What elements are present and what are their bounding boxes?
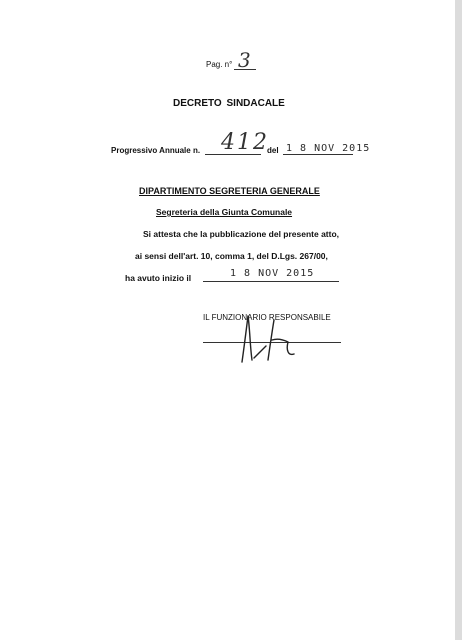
page-number-handwritten: 3 [238, 48, 251, 72]
start-date-underline [203, 281, 339, 282]
attestation-line-2: ai sensi dell'art. 10, comma 1, del D.Lgs. 267/00, [135, 251, 328, 261]
start-date-stamp: 1 8 NOV 2015 [230, 268, 315, 279]
document-title: DECRETO SINDACALE [173, 98, 285, 109]
office-name: Segreteria della Giunta Comunale [156, 207, 293, 217]
page-number-underline [234, 69, 256, 70]
progressivo-underline [205, 154, 261, 155]
decree-date-stamp: 1 8 NOV 2015 [286, 143, 371, 154]
department-name: DIPARTIMENTO SEGRETERIA GENERALE [139, 186, 320, 196]
official-title: IL FUNZIONARIO RESPONSABILE [203, 313, 331, 322]
page-edge-shadow [455, 0, 462, 640]
start-date-label: ha avuto inizio il [125, 273, 192, 283]
signature-scribble [228, 310, 318, 368]
progressivo-number-handwritten: 412 [221, 130, 269, 155]
progressivo-label: Progressivo Annuale n. [111, 146, 201, 155]
attestation-line-1: Si attesta che la pubblicazione del presente atto, [143, 229, 340, 239]
decree-date-underline [283, 154, 353, 155]
del-label: del [267, 146, 279, 155]
page-number-label: Pag. n° [206, 60, 233, 69]
